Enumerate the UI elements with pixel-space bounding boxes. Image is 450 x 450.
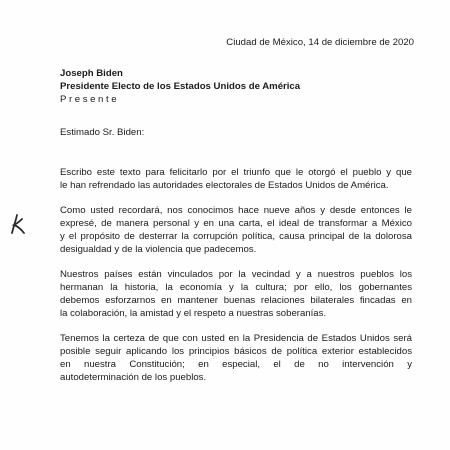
recipient-title: Presidente Electo de los Estados Unidos de América (60, 81, 301, 92)
handwritten-mark-icon (8, 212, 32, 236)
recipient-name: Joseph Biden (60, 68, 123, 79)
paragraph-line: autodeterminación de los pueblos. (60, 372, 207, 383)
paragraph-line: y el propósito de desterrar la corrupción política, causa principal de la dolorosa (60, 231, 412, 242)
letter-body (60, 166, 412, 396)
paragraph-line: Como usted recordará, nos conocimos hace nueve años y desde entonces le (60, 205, 412, 216)
letter-date: Ciudad de México, 14 de diciembre de 2020 (226, 37, 414, 48)
paragraph-line: hermanan la historia, la economía y la cultura; por ello, los gobernantes (60, 282, 412, 293)
paragraph-line: le han refrendado las autoridades electorales de Estados Unidos de América. (60, 180, 389, 191)
recipient-present: Presente (60, 94, 120, 105)
paragraph-line: desigualdad y de la violencia que padecemos. (60, 244, 257, 255)
paragraph-line: expresé, de manera personal y en una carta, el ideal de transformar a México (60, 218, 412, 229)
paragraph-line: Tenemos la certeza de que con usted en la Presidencia de Estados Unidos será (60, 333, 412, 344)
paragraph-line: debemos esforzarnos en mantener buenas relaciones bilaterales fincadas en (60, 295, 412, 306)
paragraph-line: en nuestra Constitución; en especial, el de no intervención y (60, 359, 412, 370)
paragraph-1 (60, 166, 412, 192)
paragraph-line: Nuestros países están vinculados por la vecindad y a nuestros pueblos los (60, 269, 412, 280)
paragraph-line: Escribo este texto para felicitarlo por el triunfo que le otorgó el pueblo y que (60, 167, 412, 178)
paragraph-line: posible seguir aplicando los principios básicos de política exterior establecidos (60, 346, 412, 357)
paragraph-line: la colaboración, la amistad y el respeto a nuestras soberanías. (60, 308, 327, 319)
paragraph-2 (60, 204, 412, 256)
addressee-block (60, 67, 420, 106)
letter-greeting: Estimado Sr. Biden: (60, 127, 145, 138)
paragraph-3 (60, 268, 412, 320)
paragraph-4 (60, 332, 412, 384)
